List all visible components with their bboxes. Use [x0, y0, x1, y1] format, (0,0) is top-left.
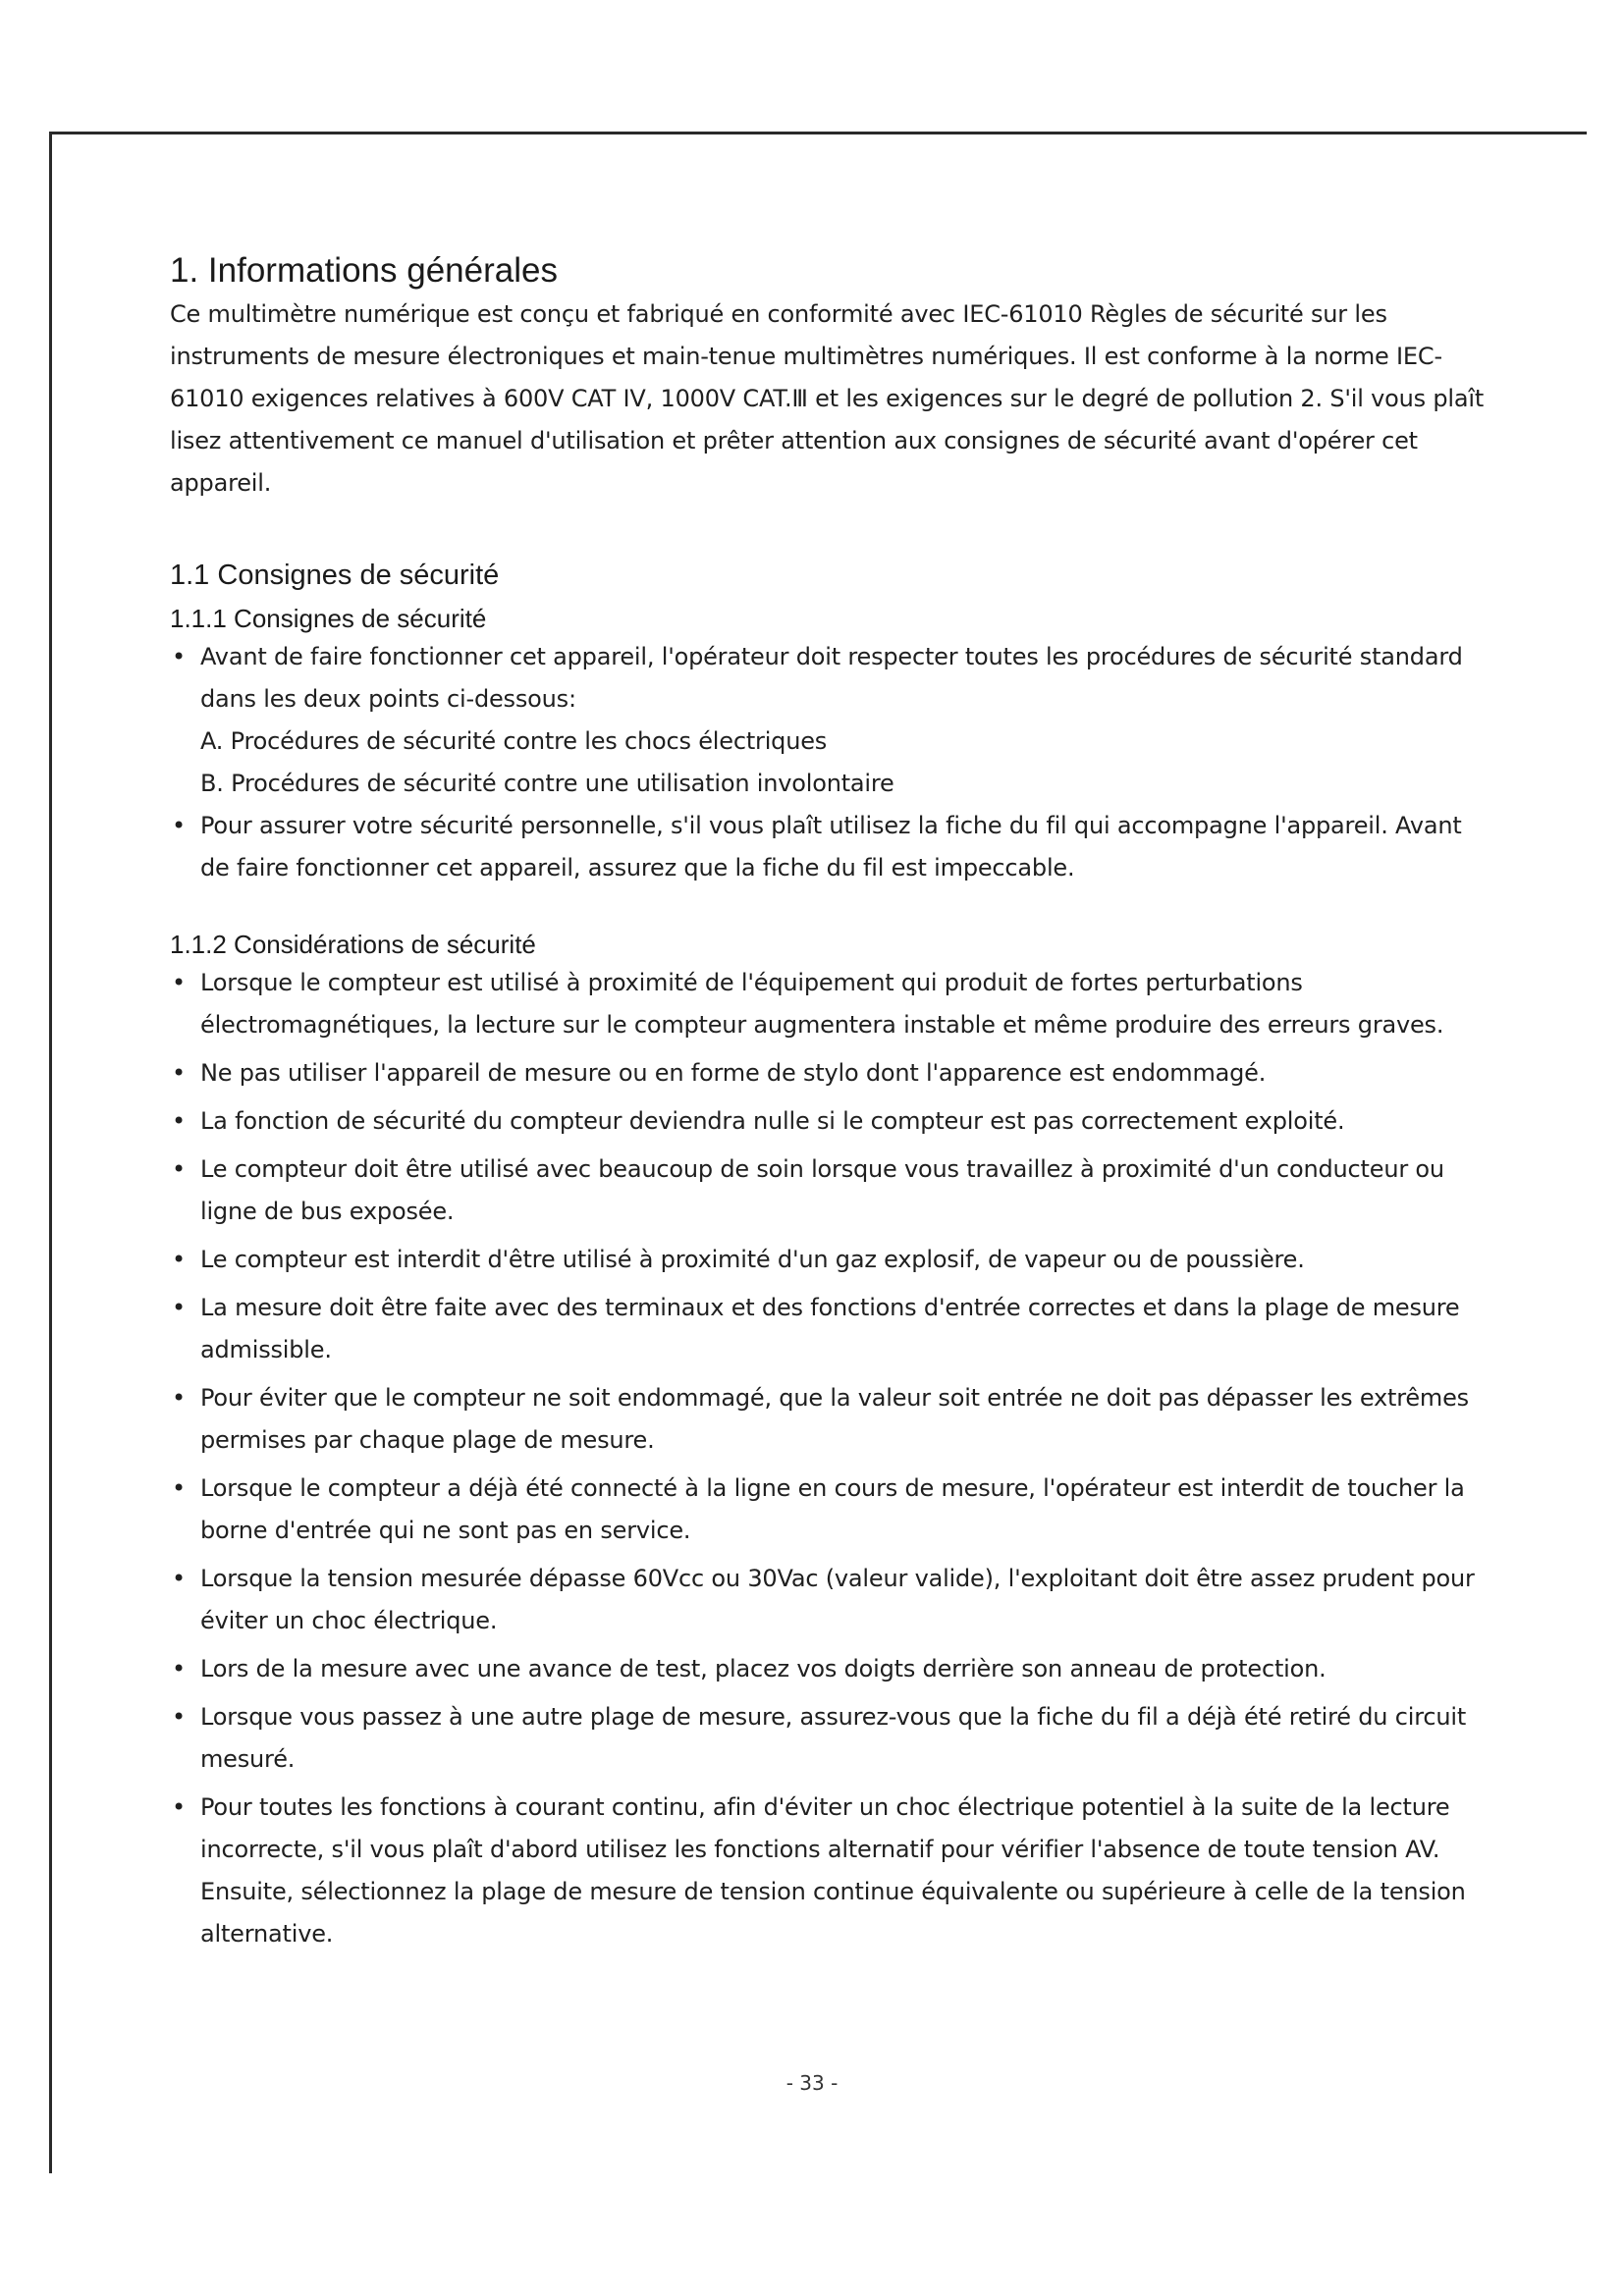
list-item [170, 962, 1486, 1046]
list-item [170, 1648, 1486, 1690]
list-item-text: Pour éviter que le compteur ne soit endommagé, que la valeur soit entrée ne doit pas dépasser les extrêmes permises par chaque plage de mesure. [200, 1384, 1469, 1454]
bullet-icon: • [172, 1294, 186, 1321]
list-item-text: Pour toutes les fonctions à courant continu, afin d'éviter un choc électrique potentiel à la suite de la lecture incorrecte, s'il vous plaît d'abord utilisez les fonctions alternatif pour vérifier l'absence de toute tension AV. Ensuite, sélectionnez la plage de mesure de tension continue équivalente ou supérieure à celle de la tension alternative. [200, 1793, 1466, 1948]
procedure-b: B. Procédures de sécurité contre une utilisation involontaire [200, 770, 894, 797]
bullet-icon: • [172, 969, 186, 996]
list-item-text: La fonction de sécurité du compteur deviendra nulle si le compteur est pas correctement exploité. [200, 1107, 1345, 1135]
subsubsection-title-1: 1.1.1 Consignes de sécurité [170, 604, 487, 633]
bullet-icon: • [172, 1107, 186, 1135]
list-item-text: La mesure doit être faite avec des terminaux et des fonctions d'entrée correctes et dans la plage de mesure admissible. [200, 1294, 1460, 1363]
list-item [170, 636, 1486, 805]
subsection-title: 1.1 Consignes de sécurité [170, 560, 500, 591]
list-item-text: Lorsque le compteur a déjà été connecté à la ligne en cours de mesure, l'opérateur est interdit de toucher la borne d'entrée qui ne sont pas en service. [200, 1474, 1465, 1544]
list-item-text: Avant de faire fonctionner cet appareil, l'opérateur doit respecter toutes les procédures de sécurité standard dans les deux points ci-dessous: [200, 643, 1463, 713]
list-item [170, 1696, 1486, 1781]
bullet-icon: • [172, 1384, 186, 1412]
list-item-text: Pour assurer votre sécurité personnelle, s'il vous plaît utilisez la fiche du fil qui accompagne l'appareil. Avant de faire fonctionner cet appareil, assurez que la fiche du fil est impeccable. [200, 812, 1462, 881]
list-item [170, 1239, 1486, 1281]
bullet-icon: • [172, 1059, 186, 1087]
page-number: - 33 - [785, 2071, 839, 2095]
bullet-icon: • [172, 1793, 186, 1821]
list-item-text: Ne pas utiliser l'appareil de mesure ou en forme de stylo dont l'apparence est endommagé. [200, 1059, 1267, 1087]
list-item [170, 1287, 1486, 1371]
intro-paragraph: Ce multimètre numérique est conçu et fabriqué en conformité avec IEC-61010 Règles de sécurité sur les instruments de mesure électroniques et main-tenue multimètres numériques. Il est conforme à la norme IEC-61010 exigences relatives à 600V CAT IV, 1000V CAT.Ⅲ et les exigences sur le degré de pollution 2. S'il vous plaît lisez attentivement ce manuel d'utilisation et prêter attention aux consignes de sécurité avant d'opérer cet appareil. [170, 300, 1485, 497]
list-item [170, 1148, 1486, 1233]
list-item [170, 1100, 1486, 1143]
procedure-a: A. Procédures de sécurité contre les chocs électriques [200, 727, 828, 755]
safety-instructions-list [170, 636, 1486, 889]
frame-top-border [49, 132, 1587, 134]
list-item-text: Lorsque la tension mesurée dépasse 60Vcc ou 30Vac (valeur valide), l'exploitant doit être assez prudent pour éviter un choc électrique. [200, 1565, 1475, 1634]
list-item-text: Lorsque vous passez à une autre plage de mesure, assurez-vous que la fiche du fil a déjà été retiré du circuit mesuré. [200, 1703, 1467, 1773]
frame-left-border [49, 132, 52, 2173]
bullet-icon: • [172, 812, 186, 839]
bullet-icon: • [172, 1655, 186, 1682]
list-item-text: Le compteur est interdit d'être utilisé à proximité d'un gaz explosif, de vapeur ou de poussière. [200, 1246, 1305, 1273]
bullet-icon: • [172, 643, 186, 670]
list-item [170, 805, 1486, 889]
bullet-icon: • [172, 1565, 186, 1592]
bullet-icon: • [172, 1703, 186, 1731]
list-item [170, 1468, 1486, 1552]
page-content [170, 248, 1486, 1961]
list-item-text: Lorsque le compteur est utilisé à proximité de l'équipement qui produit de fortes perturbations électromagnétiques, la lecture sur le compteur augmentera instable et même produire des erreurs graves. [200, 969, 1444, 1039]
list-item-text: Le compteur doit être utilisé avec beaucoup de soin lorsque vous travaillez à proximité d'un conducteur ou ligne de bus exposée. [200, 1155, 1444, 1225]
list-item [170, 1558, 1486, 1642]
list-item-text: Lors de la mesure avec une avance de test, placez vos doigts derrière son anneau de protection. [200, 1655, 1326, 1682]
list-item [170, 1787, 1486, 1955]
bullet-icon: • [172, 1155, 186, 1183]
list-item [170, 1377, 1486, 1462]
subsubsection-title-2: 1.1.2 Considérations de sécurité [170, 930, 536, 959]
bullet-icon: • [172, 1246, 186, 1273]
bullet-icon: • [172, 1474, 186, 1502]
safety-considerations-list [170, 962, 1486, 1955]
list-item [170, 1052, 1486, 1095]
section-title: 1. Informations générales [170, 251, 558, 290]
